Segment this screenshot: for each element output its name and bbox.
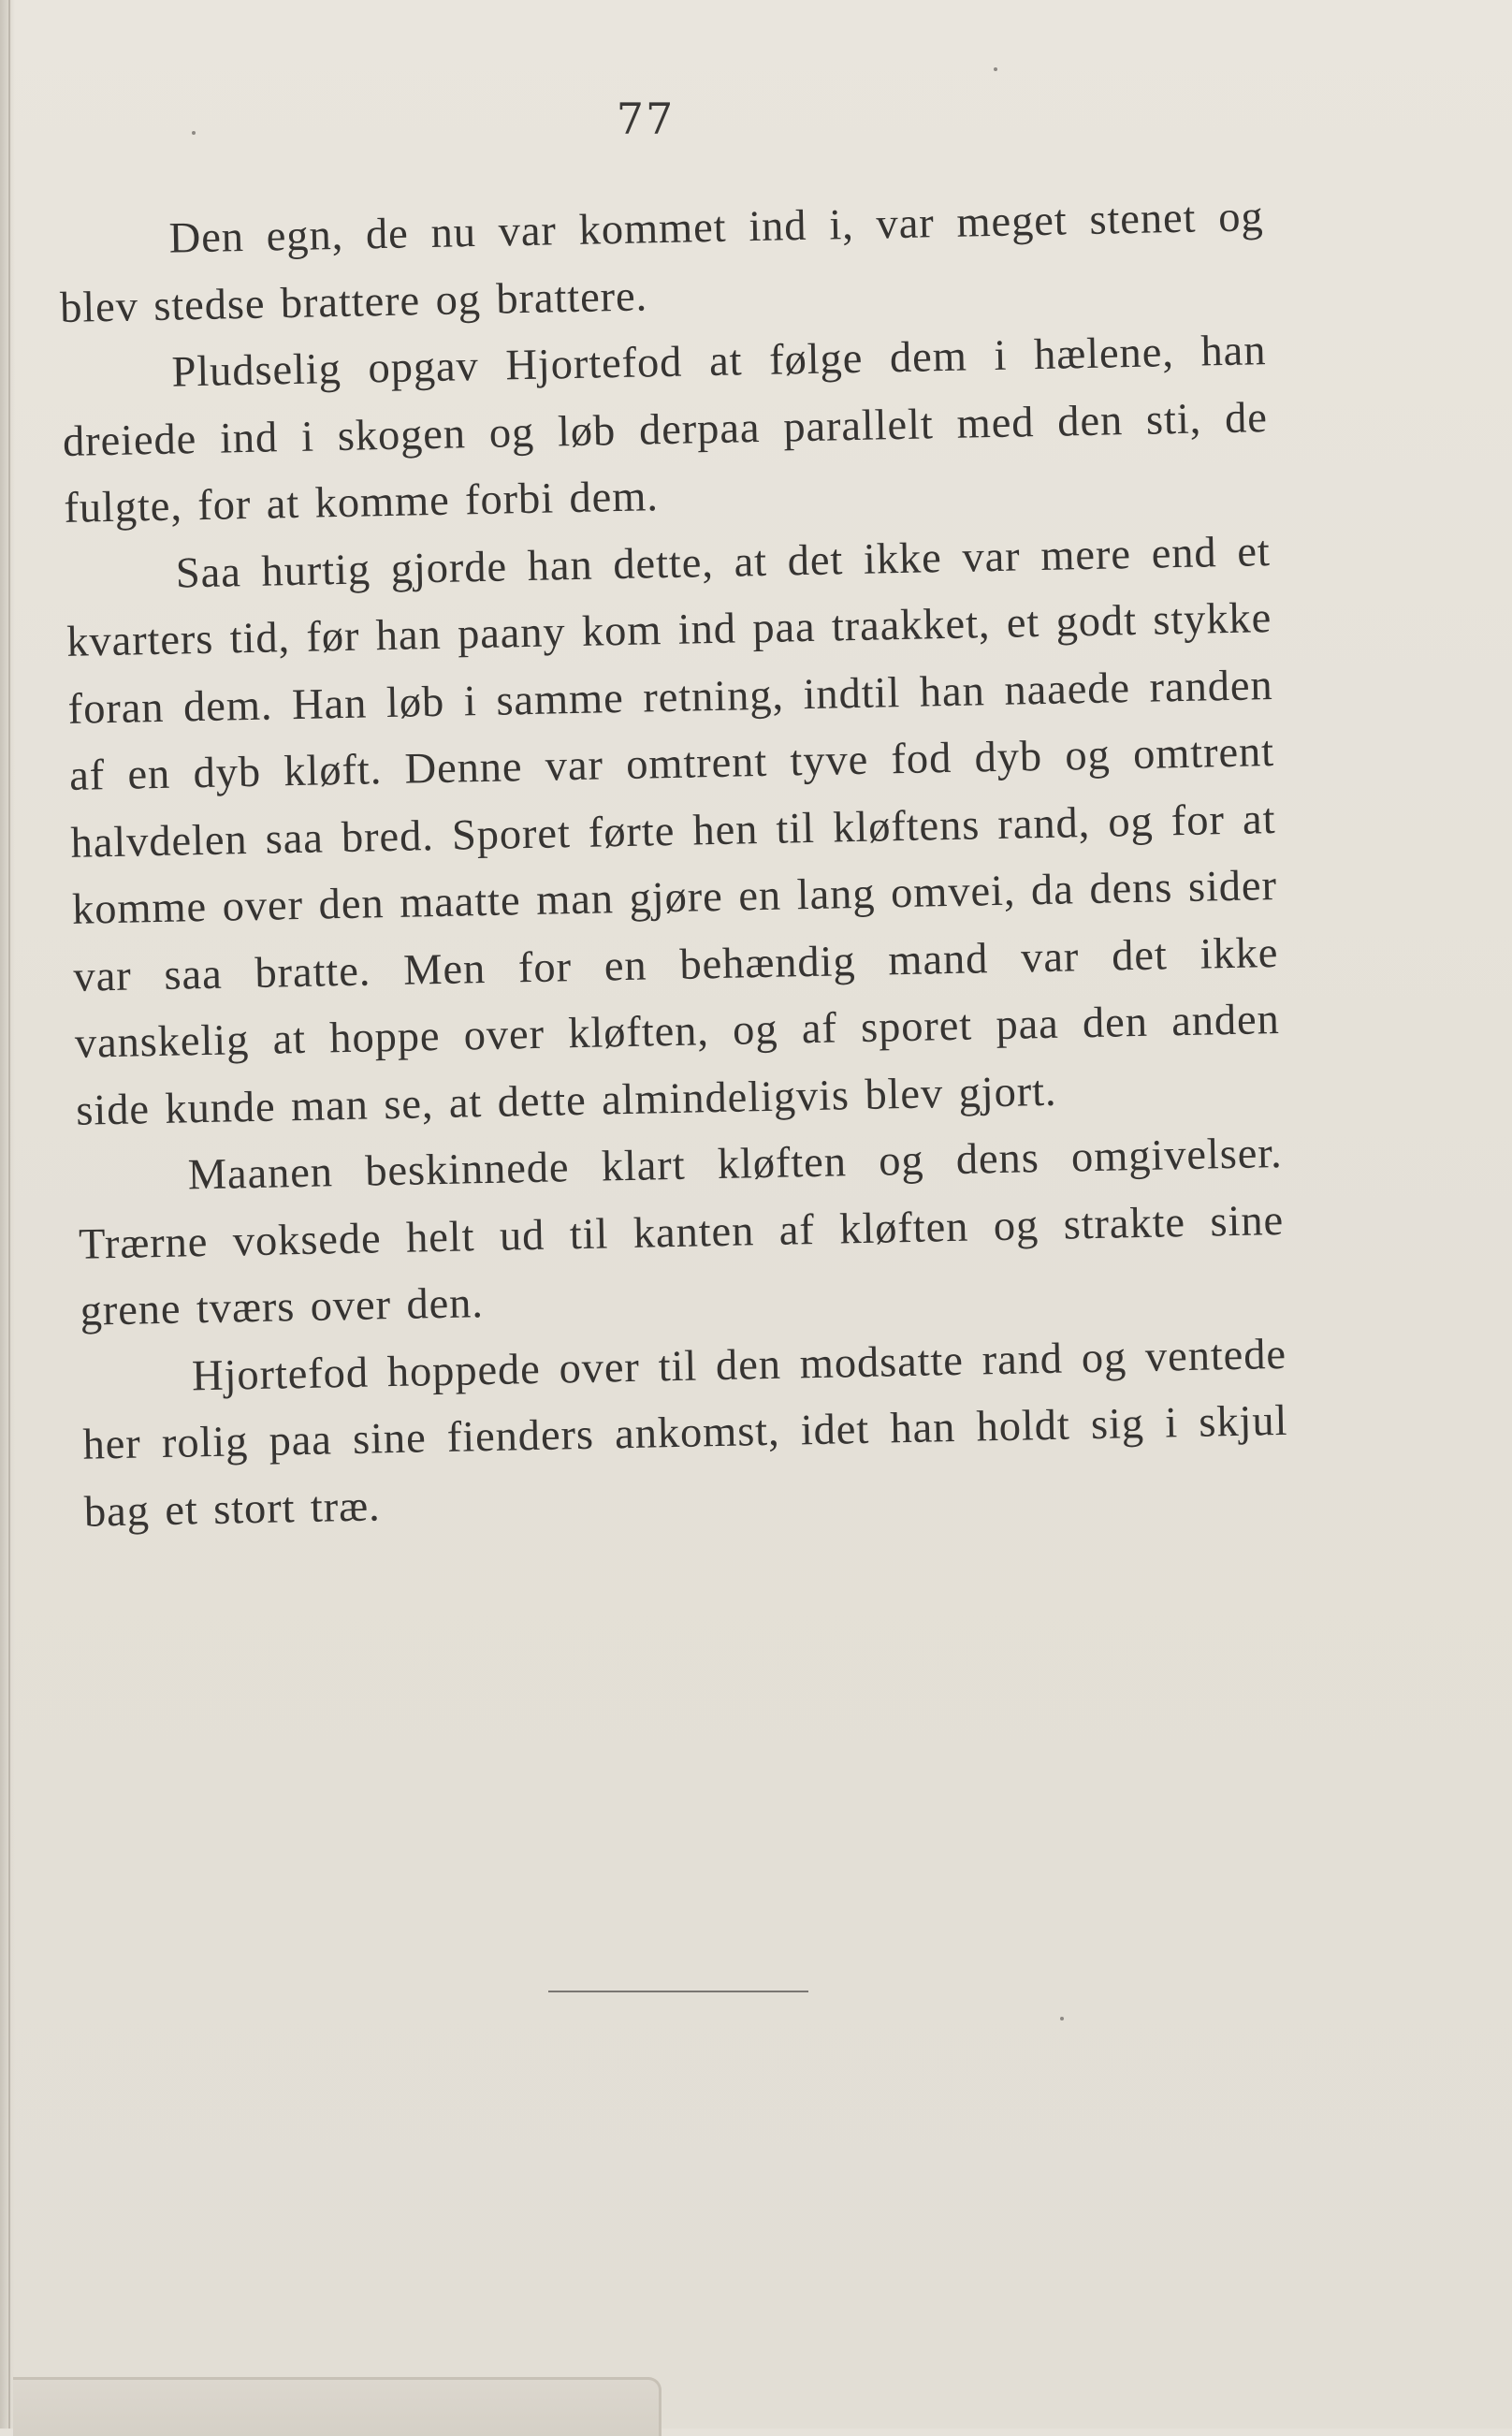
page-bottom-edge — [13, 2377, 662, 2436]
page-binding-edge — [0, 0, 15, 2429]
paper-speck — [994, 67, 997, 71]
paragraph: Maanen beskinnede klart kløften og dens omgivelser. Trærne voksede helt ud til kanten af kløften og strakte sine grene tværs over den. — [78, 1129, 1285, 1335]
paragraph: Hjortefod hoppede over til den modsatte rand og ventede her rolig paa sine fienders ankomst, idet han holdt sig i skjul bag et stort træ. — [82, 1330, 1288, 1537]
paragraph: Pludselig opgav Hjortefod at følge dem i hælene, han dreiede ind i skogen og løb derpaa parallelt med den sti, de fulgte, for at komme forbi dem. — [62, 327, 1269, 532]
paper-speck — [1060, 2017, 1064, 2020]
paper-speck — [192, 131, 196, 135]
paragraph: Saa hurtig gjorde han dette, at det ikke var mere end et kvarters tid, før han paany kom ind paa traakket, et godt stykke foran dem. Han løb i samme retning, indtil han naaede randen af en dyb kløft. Denne var omtrent tyve fod dyb og omtrent halvdelen saa bred. Sporet førte hen til kløftens rand, og for at komme over den maatte man gjøre en lang omvei, da dens sider var saa bratte. Men for en behændig mand var det ikke vanskelig at hoppe over kløften, og af sporet paa den anden side kunde man se, at dette almindeligvis blev gjort. — [65, 527, 1281, 1135]
body-text — [58, 183, 1289, 1546]
paragraph: Den egn, de nu var kommet ind i, var meget stenet og blev stedse brattere og brattere. — [59, 193, 1264, 332]
page-number: 77 — [616, 94, 676, 144]
section-divider — [548, 1991, 808, 1992]
